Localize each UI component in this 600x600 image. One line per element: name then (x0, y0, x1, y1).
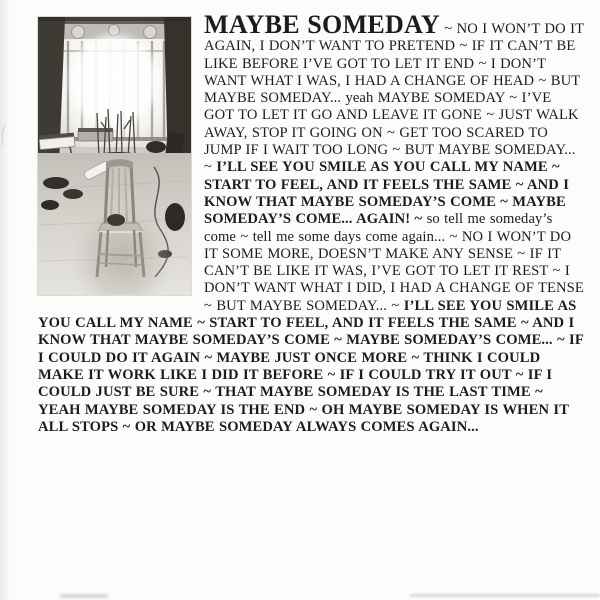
lyrics-segment-bold: I’LL SEE YOU SMILE AS YOU CALL MY NAME ~ START TO FEEL, AND IT FEELS THE SAME ~ AND I KNOW THAT MAYBE SOMEDAY’S COME ~ MAYBE SOMEDAY’S COME... ~ IF I COULD DO IT AGAIN ~ MAYBE JUST ONCE MORE ~ THINK I COULD MAKE IT WORK LIKE I DID IT BEFORE ~ IF I COULD TRY IT OUT ~ IF I COULD JUST BE SURE ~ THAT MAYBE SOMEDAY IS THE LAST TIME ~ YEAH MAYBE SOMEDAY IS THE END ~ OH MAYBE SOMEDAY IS WHEN IT ALL STOPS ~ OR MAYBE SOMEDAY ALWAYS COMES AGAIN... (38, 297, 584, 435)
lyrics-segment-bold: I’LL SEE YOU SMILE AS YOU CALL MY NAME ~ START TO FEEL, AND IT FEELS THE SAME ~ AND I KNOW THAT MAYBE SOMEDAY’S COME ~ MAYBE SOMEDAY’S COME... AGAIN! ~ (204, 159, 570, 228)
room-photo-illustration (38, 17, 191, 295)
lyrics-segment-regular: MAYBE SOMEDAY ~ I’VE GOT TO LET IT GO AND LEAVE IT GONE ~ JUST WALK AWAY, STOP IT GOING ON ~ GET TOO SCARED TO JUMP IF I WAIT TOO LONG ~ BUT MAYBE SOMEDAY... ~ (204, 90, 579, 176)
lyrics-segment-regular: ~ NO I WON’T DO IT AGAIN, I DON’T WANT TO PRETEND ~ IF IT CAN’T BE LIKE BEFORE I’VE GOT TO LET IT END ~ I DON’T WANT WHAT I WAS, I HAD A CHANGE OF HEAD ~ BUT MAYBE SOMEDAY... (204, 21, 584, 107)
lyrics-segment-lower: so tell me someday’s come ~ tell me some days come again... ~ (204, 211, 553, 245)
lyrics-segment-title: MAYBE SOMEDAY (204, 10, 440, 39)
scan-smudge-bottom-left (60, 594, 108, 598)
lyrics-segment-regular: NO I WON’T DO IT SOME MORE, DOESN’T MAKE ANY SENSE ~ IF IT CAN’T BE LIKE IT WAS, I’VE GOT TO LET IT REST ~ I DON’T WANT WHAT I DID, I HAD A CHANGE OF TENSE ~ BUT MAYBE SOMEDAY... ~ (204, 228, 584, 314)
photo-top-edge (38, 17, 191, 21)
studio-room-photo (38, 17, 191, 295)
scan-smudge-bottom-right (410, 594, 600, 597)
lyrics-segment-lower: yeah (345, 90, 378, 107)
